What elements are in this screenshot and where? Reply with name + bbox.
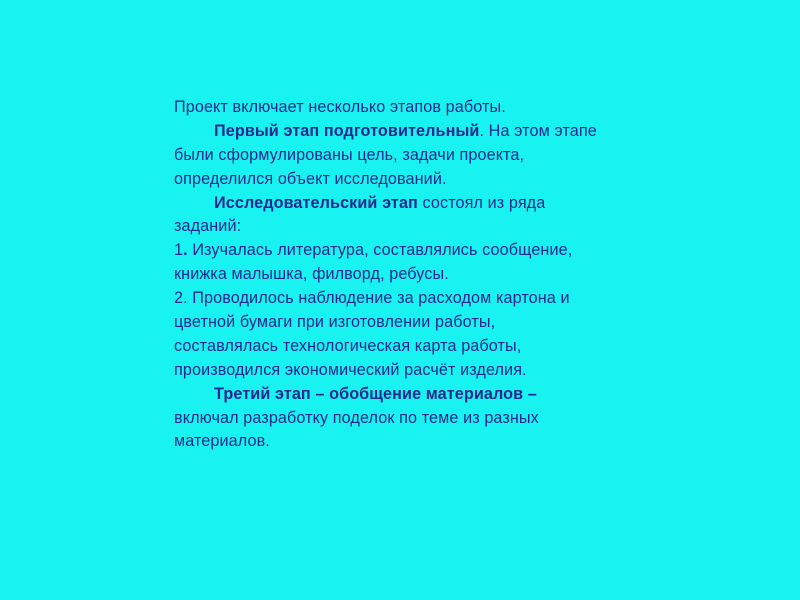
- text-line: [174, 430, 674, 454]
- text-line: [174, 287, 674, 311]
- bold-text-segment: Исследовательский этап: [214, 193, 418, 212]
- text-segment: . На этом этапе: [479, 121, 597, 140]
- text-segment: 2. Проводилось наблюдение за расходом картона и: [174, 289, 570, 308]
- text-segment: книжка малышка, филворд, ребусы.: [174, 265, 449, 284]
- text-line: [174, 120, 674, 144]
- text-line: [174, 335, 674, 359]
- text-segment: материалов.: [174, 432, 270, 451]
- text-line: [174, 407, 674, 431]
- text-segment: составлялась технологическая карта работы,: [174, 336, 522, 355]
- text-segment: заданий:: [174, 217, 242, 236]
- text-segment: производился экономический расчёт изделия.: [174, 360, 527, 379]
- text-line: [174, 144, 674, 168]
- bold-text-segment: Третий этап – обобщение материалов –: [214, 384, 537, 403]
- text-segment: определился объект исследований.: [174, 169, 447, 188]
- text-segment: 1: [174, 241, 184, 260]
- bold-text-segment: .: [183, 241, 188, 260]
- text-segment: состоял из ряда: [417, 193, 546, 212]
- text-segment: Изучалась литература, составлялись сообщение,: [187, 241, 573, 260]
- text-line: [174, 96, 674, 120]
- text-segment: были сформулированы цель, задачи проекта,: [174, 145, 525, 164]
- text-line: [174, 168, 674, 192]
- text-line: [174, 215, 674, 239]
- text-line: [174, 192, 674, 216]
- text-line: [174, 383, 674, 407]
- slide-text-block: [174, 96, 674, 454]
- text-segment: Проект включает несколько этапов работы.: [174, 98, 506, 116]
- text-line: [174, 239, 674, 263]
- bold-text-segment: Первый этап подготовительный: [214, 121, 480, 140]
- text-segment: включал разработку поделок по теме из разных: [174, 408, 539, 427]
- text-line: [174, 359, 674, 383]
- text-line: [174, 263, 674, 287]
- text-segment: цветной бумаги при изготовлении работы,: [174, 313, 496, 332]
- text-line: [174, 311, 674, 335]
